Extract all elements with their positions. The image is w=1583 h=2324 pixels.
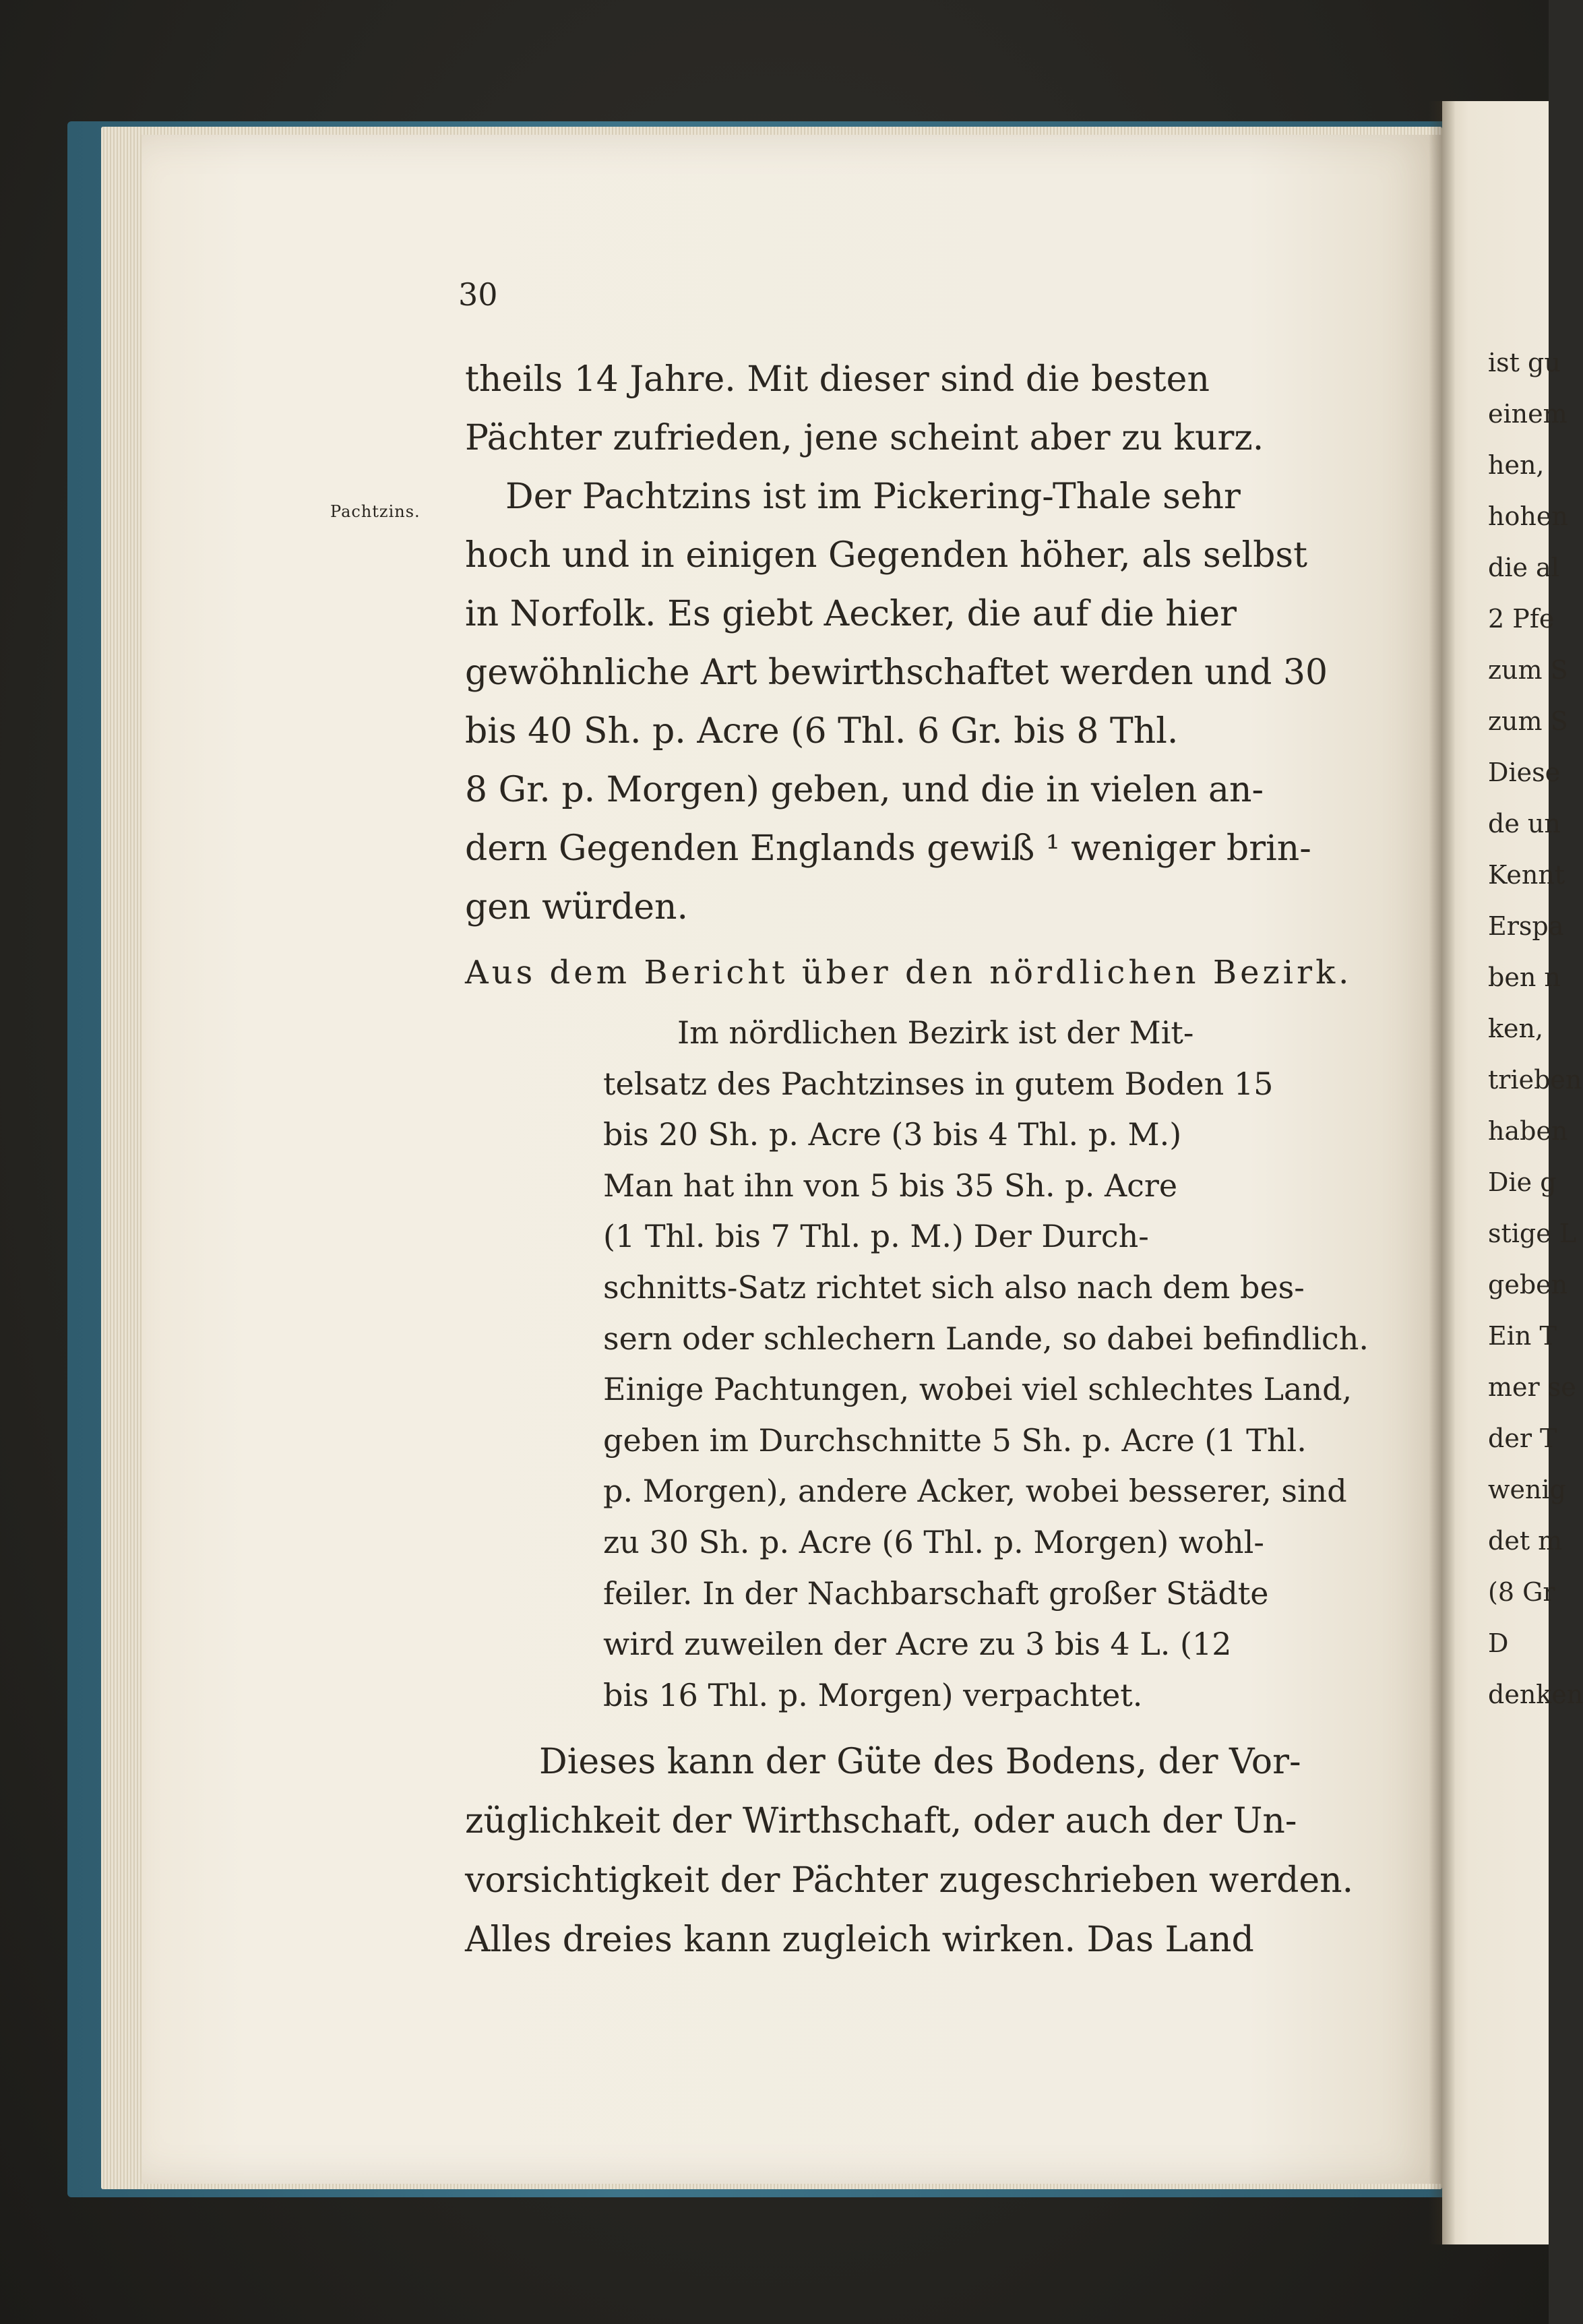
text-line: hen, [1488,450,1545,480]
text-line: Einige Pachtungen, wobei viel schlechtes Land, [603,1371,1353,1408]
text-line: stige L [1488,1219,1577,1248]
text-line: 8 Gr. p. Morgen) geben, und die in vielen an- [465,770,1264,810]
text-line: dern Gegenden Englands gewiß ¹ weniger brin- [465,828,1311,869]
section-heading: Aus dem Bericht über den nördlichen Bezirk. [465,954,1353,991]
text-line: ken, [1488,1014,1544,1043]
text-line: schnitts-Satz richtet sich also nach dem bes- [603,1268,1305,1306]
text-line: zu 30 Sh. p. Acre (6 Thl. p. Morgen) wohl- [603,1523,1264,1560]
text-line: die al [1488,553,1559,582]
text-line: Man hat ihn von 5 bis 35 Sh. p. Acre [603,1167,1178,1204]
text-line: de un [1488,809,1561,838]
text-line: Im nördlichen Bezirk ist der Mit- [677,1014,1194,1051]
text-line: Kennt [1488,860,1565,890]
text-line: Erspa [1488,911,1564,941]
book-gutter [1429,101,1456,2244]
text-line: der T [1488,1424,1557,1453]
text-line: theils 14 Jahre. Mit dieser sind die besten [465,359,1210,400]
text-line: ben n [1488,962,1561,992]
text-line: (1 Thl. bis 7 Thl. p. M.) Der Durch- [603,1218,1149,1255]
text-line: gewöhnliche Art bewirthschaftet werden und 30 [465,652,1328,693]
text-line: sern oder schlechern Lande, so dabei befindlich. [603,1320,1369,1357]
text-line: züglichkeit der Wirthschaft, oder auch der Un- [465,1801,1297,1841]
text-line: p. Morgen), andere Acker, wobei besserer, sind [603,1473,1347,1510]
text-line: det m [1488,1526,1563,1556]
text-line: Ein T [1488,1321,1557,1351]
right-page-text [1488,337,1583,1720]
text-line: telsatz des Pachtzinses in gutem Boden 15 [603,1065,1274,1102]
text-line: haben [1488,1116,1568,1146]
text-line: Dieses kann der Güte des Bodens, der Vor- [539,1742,1301,1782]
text-line: (8 Gr [1488,1577,1555,1607]
text-line: zum S [1488,706,1568,736]
text-line: einem [1488,399,1568,429]
text-line: 2 Pfe [1488,604,1555,634]
text-line: bis 20 Sh. p. Acre (3 bis 4 Thl. p. M.) [603,1116,1182,1153]
text-line: feiler. In der Nachbarschaft großer Städte [603,1574,1269,1612]
text-line: Die g [1488,1167,1557,1197]
paragraph-1 [465,350,1334,937]
text-line: geben im Durchschnitte 5 Sh. p. Acre (1 Thl. [603,1421,1307,1459]
paragraph-3 [465,1732,1354,1969]
paragraph-2 [603,1008,1369,1721]
text-line: trieben [1488,1065,1582,1095]
text-line: gen würden. [465,887,689,927]
text-line: wird zuweilen der Acre zu 3 bis 4 L. (12 [603,1626,1232,1663]
text-line: Der Pachtzins ist im Pickering-Thale sehr [505,477,1241,517]
text-line: zum S [1488,655,1568,685]
text-line: Pächter zufrieden, jene scheint aber zu kurz. [465,418,1264,458]
text-line: hohen [1488,501,1568,531]
text-line: bis 16 Thl. p. Morgen) verpachtet. [603,1676,1143,1713]
text-line: wenig [1488,1475,1566,1504]
text-line: hoch und in einigen Gegenden höher, als selbst [465,535,1308,576]
text-line: ist gu [1488,348,1561,377]
text-line: bis 40 Sh. p. Acre (6 Thl. 6 Gr. bis 8 Thl. [465,711,1179,752]
text-line: mer se [1488,1372,1576,1402]
text-line: in Norfolk. Es giebt Aecker, die auf die hier [465,594,1237,634]
text-line: Diese [1488,758,1561,787]
text-line: geben [1488,1270,1568,1299]
text-line: Alles dreies kann zugleich wirken. Das Land [465,1920,1254,1960]
margin-note: Pachtzins. [330,502,421,521]
page-number: 30 [458,276,498,313]
text-line: vorsichtigkeit der Pächter zugeschrieben werden. [465,1860,1354,1901]
text-line: D [1488,1628,1509,1658]
text-line: denken [1488,1680,1583,1709]
